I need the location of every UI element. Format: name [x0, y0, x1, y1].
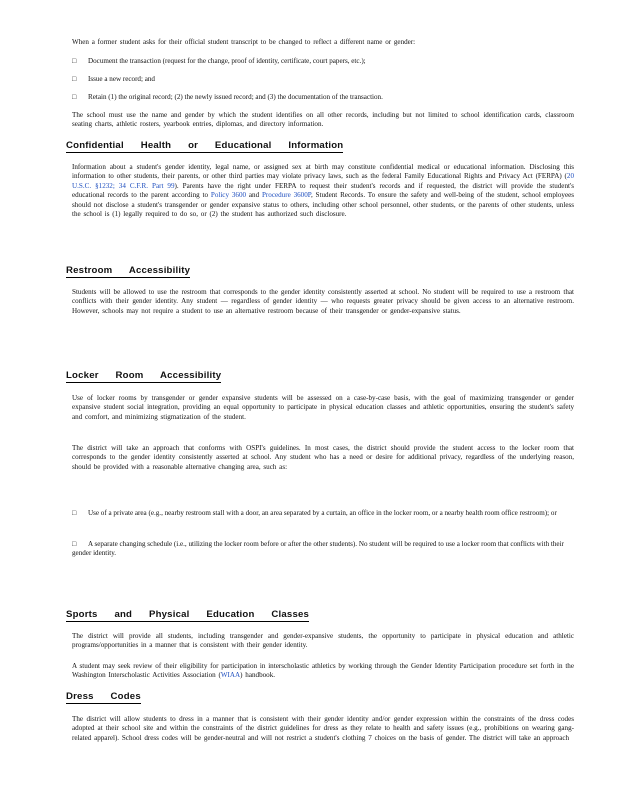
dress-paragraph: The district will allow students to dress in a manner that is consistent with their gender identity and/or gender expression within the constraints of the dress codes adopted at their school site and within the constraints of the district guidelines for dress as they relate to health and safety issues (e.g., prohibitions on wearing gang-related apparel). School dress codes will be gender-neutral and will not restrict a student's clothing 7 choices on the basis of gender. The district will take an approach: [72, 715, 574, 742]
checkbox-square-icon: □: [72, 93, 77, 101]
list-item: □ Retain (1) the original record; (2) the newly issued record; and (3) the documentation of the transaction.: [72, 93, 383, 101]
checkbox-square-icon: □: [72, 509, 77, 517]
intro-closing: The school must use the name and gender by which the student identifies on all other records, including but not limited to school identification cards, classroom seating charts, athletic rosters, yearbook entries, diplomas, and directory information.: [72, 111, 574, 129]
restroom-paragraph: Students will be allowed to use the restroom that corresponds to the gender identity consistently asserted at school. No student will be required to use a restroom that conflicts with their gender identity. Any student — regardless of gender identity — who requests greater privacy should be given access to an alternative restroom. However, schools may not require a student to use an alternative restroom because of their transgender or gender-expansive status.: [72, 288, 574, 315]
section-heading-dress: Dress Codes: [66, 691, 141, 702]
section-heading-health: Confidential Health or Educational Information: [66, 140, 344, 151]
health-paragraph: Information about a student's gender identity, legal name, or assigned sex at birth may constitute confidential medical or educational information. Disclosing this information to other students, their parents, or other third parties may violate privacy laws, such as the federal Family Educational Rights and Privacy Act (FERPA) (20 U.S.C. §1232; 34 C.F.R. Part 99). Parents have the right under FERPA to request their student's records and if requested, the district will provide the student's educational records to the parent according to Policy 3600 and Procedure 3600P, Student Records. To ensure the safety and well-being of the student, school employees should not disclose a student's transgender or gender expansive status to others, including other school personnel, other students, or the parents of other students, unless the school is (1) legally required to do so, or (2) the student has authorized such disclosure.: [72, 163, 575, 219]
locker-paragraph-1: Use of locker rooms by transgender or gender expansive students will be assessed on a case-by-case basis, with the goal of maximizing transgender or gender expansive student social integration, providing an equal opportunity to participate in physical education classes and athletic opportunities, ensuring the student's safety and comfort, and minimizing stigmatization of the student.: [72, 394, 574, 421]
checkbox-square-icon: □: [72, 540, 77, 548]
list-item: □ Document the transaction (request for the change, proof of identity, certificate, court papers, etc.);: [72, 57, 366, 65]
section-heading-sports: Sports and Physical Education Classes: [66, 609, 310, 620]
checkbox-square-icon: □: [72, 75, 77, 83]
section-heading-locker: Locker Room Accessibility: [66, 370, 222, 381]
sports-paragraph-2: A student may seek review of their eligibility for participation in interscholastic athletics by working through the Gender Identity Participation procedure set forth in the Washington Interscholastic Activities Association (WIAA) handbook.: [72, 662, 574, 680]
procedure-link[interactable]: Procedure 3600P: [261, 191, 311, 200]
list-item: □ A separate changing schedule (i.e., utilizing the locker room before or after the other students). No student will be required to use a locker room that conflicts with their gender identity.: [72, 540, 564, 558]
wiaa-link[interactable]: WIAA: [220, 671, 241, 680]
policy-link[interactable]: Policy 3600: [210, 191, 247, 200]
list-item: □ Use of a private area (e.g., nearby restroom stall with a door, an area separated by a curtain, an office in the locker room, or a nearby health room office restroom); or: [72, 509, 557, 517]
cite-link[interactable]: 20 U.S.C. §1232; 34 C.F.R. Part 99: [72, 172, 574, 190]
locker-paragraph-2: The district will take an approach that conforms with OSPI's guidelines. In most cases, the district should provide the student access to the locker room that corresponds to the gender identity consistently asserted at school. Any student who has a need or desire for additional privacy, regardless of the underlying reason, should be provided with a reasonable alternative changing area, such as:: [72, 444, 574, 471]
checkbox-square-icon: □: [72, 57, 77, 65]
intro-lead: When a former student asks for their official student transcript to be changed to reflect a different name or gender:: [72, 38, 416, 46]
section-heading-restroom: Restroom Accessibility: [66, 265, 191, 276]
list-item: □ Issue a new record; and: [72, 75, 155, 83]
sports-paragraph-1: The district will provide all students, including transgender and gender-expansive students, the opportunity to participate in physical education and athletic programs/opportunities in a manner that is consistent with their gender identity.: [72, 632, 574, 650]
